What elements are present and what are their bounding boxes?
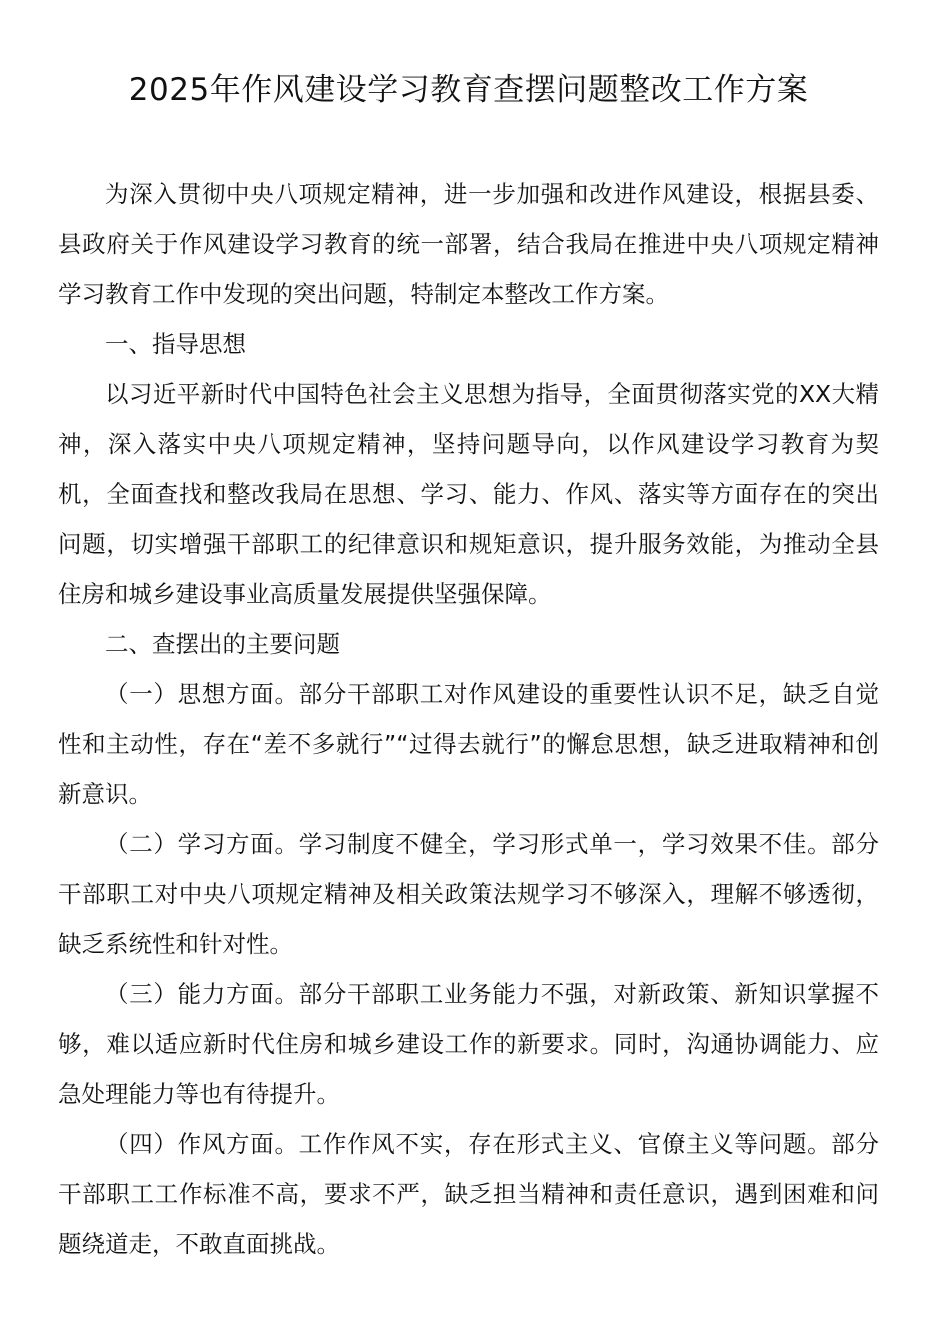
document-body [58,169,879,1269]
problem-learning-paragraph: （二）学习方面。学习制度不健全，学习形式单一，学习效果不佳。部分干部职工对中央八项规定精神及相关政策法规学习不够深入，理解不够透彻，缺乏系统性和针对性。 [58,830,879,958]
problem-thinking-paragraph: （一）思想方面。部分干部职工对作风建设的重要性认识不足，缺乏自觉性和主动性，存在“差不多就行”“过得去就行”的懈怠思想，缺乏进取精神和创新意识。 [58,680,879,808]
section-heading-main-problems: 二、查摆出的主要问题 [105,630,340,658]
section-heading-guiding-ideology: 一、指导思想 [105,330,246,358]
problem-ability-paragraph: （三）能力方面。部分干部职工业务能力不强，对新政策、新知识掌握不够，难以适应新时代住房和城乡建设工作的新要求。同时，沟通协调能力、应急处理能力等也有待提升。 [58,980,879,1108]
intro-paragraph: 为深入贯彻中央八项规定精神，进一步加强和改进作风建设，根据县委、县政府关于作风建设学习教育的统一部署，结合我局在推进中央八项规定精神学习教育工作中发现的突出问题，特制定本整改工作方案。 [58,180,879,308]
guiding-ideology-paragraph: 以习近平新时代中国特色社会主义思想为指导，全面贯彻落实党的XX大精神，深入落实中央八项规定精神，坚持问题导向，以作风建设学习教育为契机，全面查找和整改我局在思想、学习、能力、作风、落实等方面存在的突出问题，切实增强干部职工的纪律意识和规矩意识，提升服务效能，为推动全县住房和城乡建设事业高质量发展提供坚强保障。 [58,380,879,608]
document-title: 2025年作风建设学习教育查摆问题整改工作方案 [128,72,809,108]
problem-style-paragraph: （四）作风方面。工作作风不实，存在形式主义、官僚主义等问题。部分干部职工工作标准不高，要求不严，缺乏担当精神和责任意识，遇到困难和问题绕道走，不敢直面挑战。 [58,1130,879,1258]
